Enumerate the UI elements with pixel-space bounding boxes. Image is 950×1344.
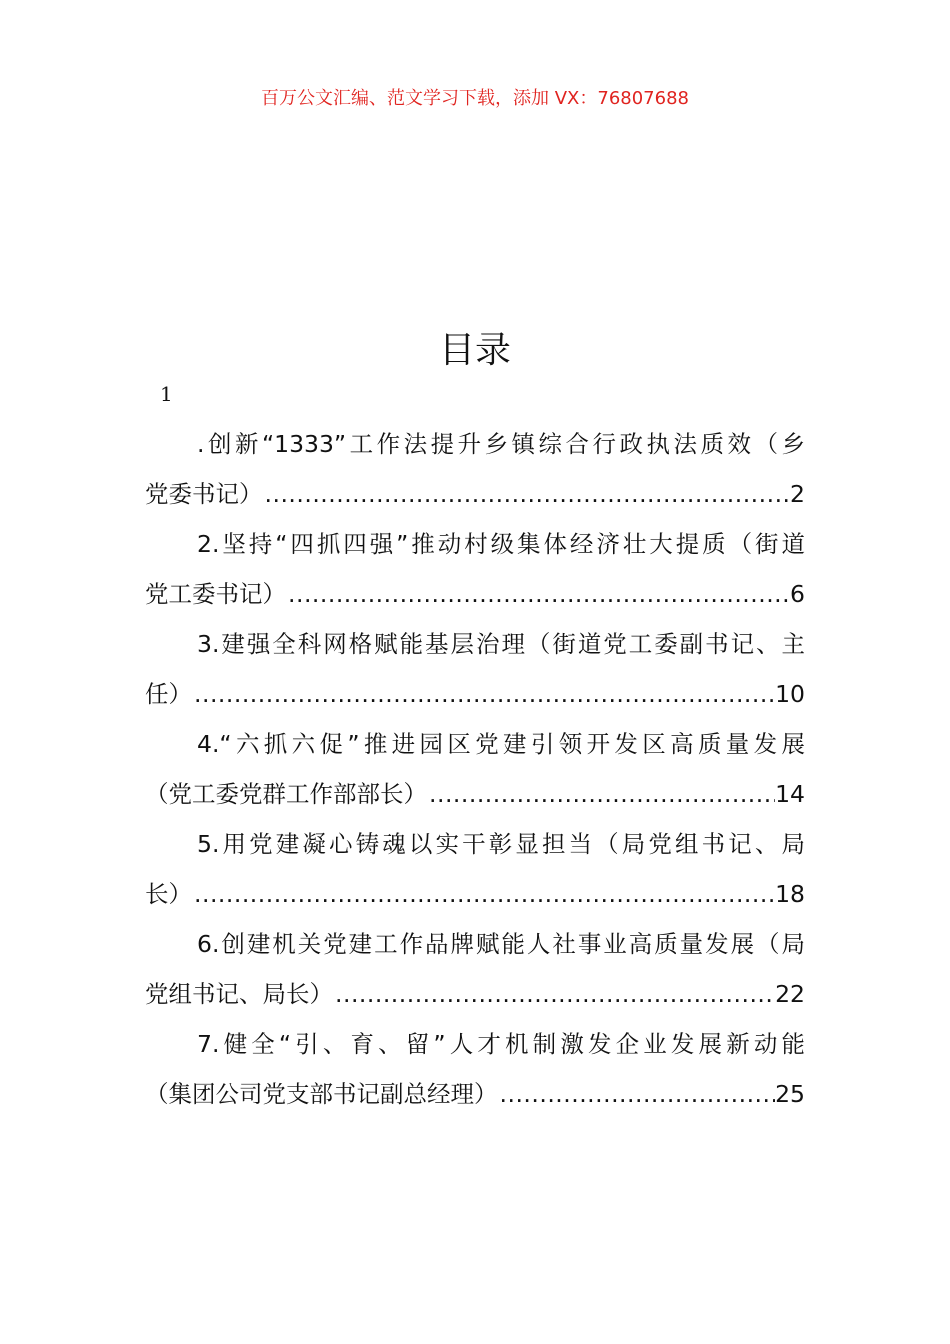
toc-entry[interactable] <box>145 519 805 619</box>
toc-page-number: 10 <box>775 680 805 708</box>
toc-entry-author: （集团公司党支部书记副总经理） <box>145 1080 498 1108</box>
toc-entry[interactable] <box>145 1019 805 1119</box>
dot-leader <box>498 1069 776 1119</box>
toc-entry-author: 长） <box>145 880 192 908</box>
toc-entry-title: 2.坚持“四抓四强”推动村级集体经济壮大提质（街道 <box>197 530 805 558</box>
dot-leader <box>427 769 775 819</box>
toc-entry-title: 6.创建机关党建工作品牌赋能人社事业高质量发展（局 <box>197 930 805 958</box>
toc-page-number: 6 <box>790 580 805 608</box>
toc-page-number: 22 <box>775 980 805 1008</box>
dot-leader <box>192 869 775 919</box>
toc-page-number: 2 <box>790 480 805 508</box>
toc-entry-title: 7.健全“引、育、留”人才机制激发企业发展新动能 <box>197 1030 805 1058</box>
toc-page-number: 25 <box>775 1080 805 1108</box>
toc-page-number: 14 <box>775 780 805 808</box>
toc-entry-title: 4.“六抓六促”推进园区党建引领开发区高质量发展 <box>197 730 805 758</box>
toc-entry-author: 党工委书记） <box>145 580 286 608</box>
toc-entry-title: 5.用党建凝心铸魂以实干彰显担当（局党组书记、局 <box>197 830 805 858</box>
toc-page-number: 18 <box>775 880 805 908</box>
dot-leader <box>286 569 790 619</box>
toc-entry[interactable] <box>145 419 805 519</box>
watermark-header: 百万公文汇编、范文学习下载，添加 VX：76807688 <box>261 88 689 109</box>
section-number: 1 <box>160 382 173 406</box>
toc-entry-title: 3.建强全科网格赋能基层治理（街道党工委副书记、主 <box>197 630 805 658</box>
dot-leader <box>333 969 775 1019</box>
toc-entry-author: 党委书记） <box>145 480 263 508</box>
toc-entry-title: .创新“1333”工作法提升乡镇综合行政执法质效（乡 <box>197 430 805 458</box>
table-of-contents <box>145 419 805 1119</box>
toc-entry[interactable] <box>145 719 805 819</box>
page-title: 目录 <box>438 330 511 371</box>
dot-leader <box>192 669 775 719</box>
toc-entry[interactable] <box>145 819 805 919</box>
toc-entry[interactable] <box>145 619 805 719</box>
toc-entry[interactable] <box>145 919 805 1019</box>
toc-entry-author: （党工委党群工作部部长） <box>145 780 427 808</box>
dot-leader <box>263 469 791 519</box>
toc-entry-author: 任） <box>145 680 192 708</box>
toc-entry-author: 党组书记、局长） <box>145 980 333 1008</box>
